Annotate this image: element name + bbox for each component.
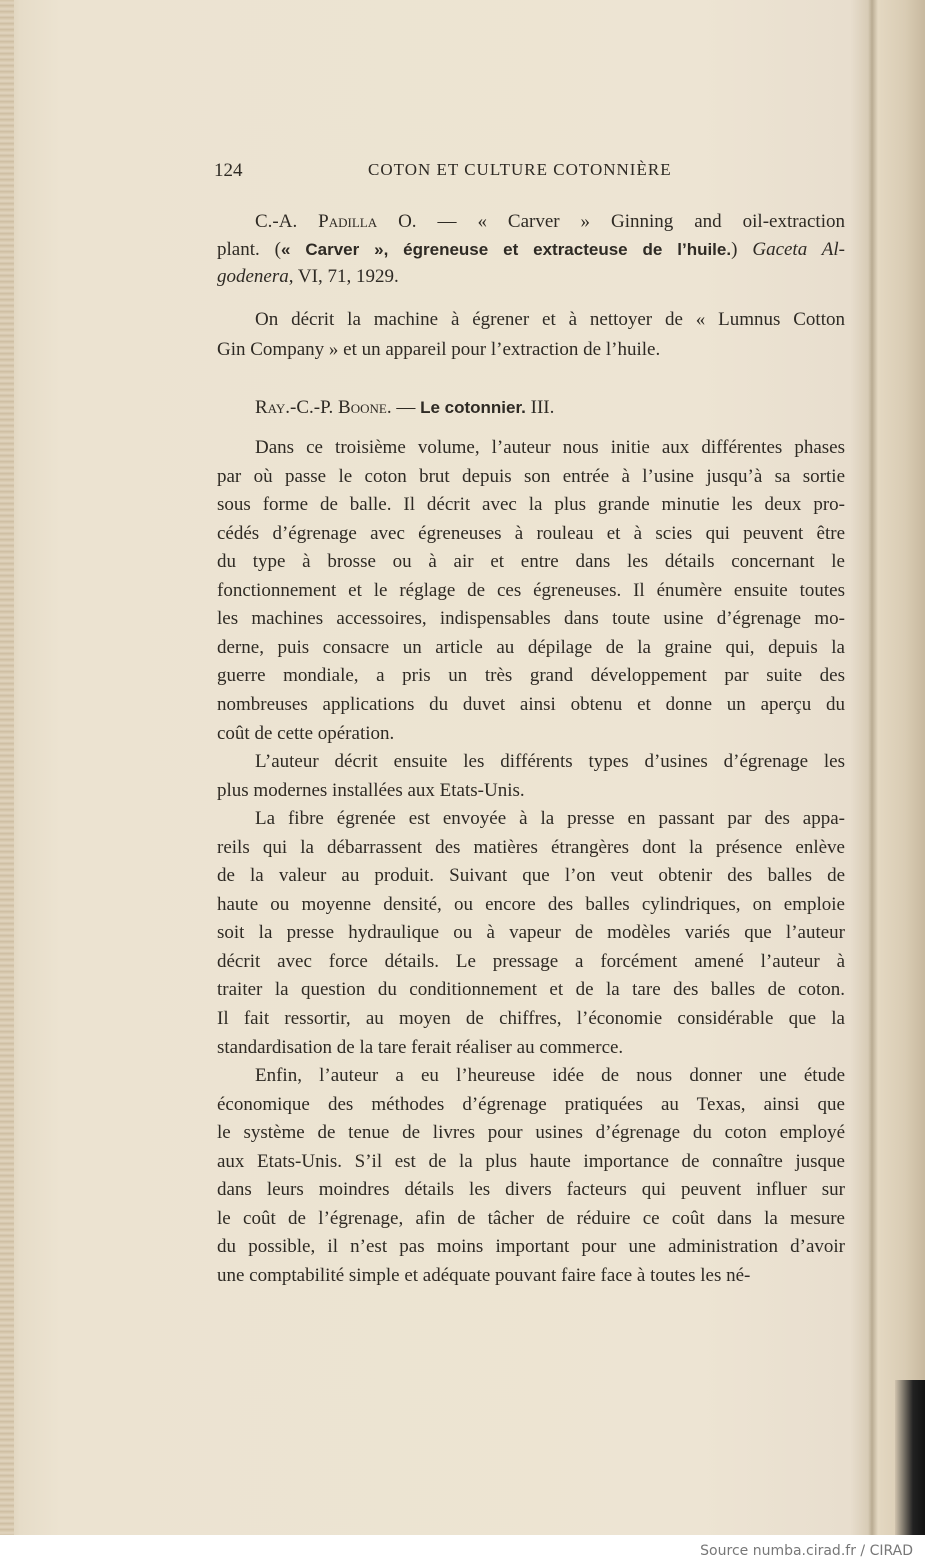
body-line: haute ou moyenne densité, ou encore des balles cylindriques, on emploie	[217, 893, 845, 915]
body-line: standardisation de la tare ferait réaliser au commerce.	[217, 1036, 624, 1058]
body-line: cédés d’égrenage avec égreneuses à rouleau et à scies qui peuvent être	[217, 522, 845, 544]
body-line: dans leurs moindres détails les divers facteurs qui peuvent influer sur	[217, 1179, 845, 1201]
body-line: aux Etats-Unis. S’il est de la plus haute importance de connaître jusque	[217, 1150, 845, 1172]
body-line: L’auteur décrit ensuite les différents types d’usines d’égrenage les	[255, 751, 845, 773]
body-line: reils qui la débarrassent des matières étrangères dont la présence enlève	[217, 836, 845, 858]
source-credit: Source numba.cirad.fr / CIRAD	[700, 1543, 913, 1559]
text: plant. (	[217, 239, 281, 260]
entry1-line3	[217, 265, 845, 289]
body-line: Enfin, l’auteur a eu l’heureuse idée de nous donner une étude	[255, 1065, 845, 1087]
body-line: le coût de l’égrenage, afin de tâcher de réduire ce coût dans la mesure	[217, 1207, 845, 1229]
body-line: par où passe le coton brut depuis son entrée à l’usine jusqu’à sa sortie	[217, 465, 845, 487]
page-number: 124	[214, 160, 243, 181]
body-line: économique des méthodes d’égrenage pratiquées au Texas, ainsi que	[217, 1093, 845, 1115]
entry1-line2	[217, 238, 845, 262]
entry1-author: C.-A. Padilla O.	[255, 211, 417, 232]
body-line: derne, puis consacre un article au dépilage de la graine qui, depuis la	[217, 636, 845, 658]
body-line: plus modernes installées aux Etats-Unis.	[217, 779, 525, 801]
entry1-citation: — « Carver » Ginning and oil-extraction	[416, 211, 845, 232]
body-line: décrit avec force détails. Le pressage a forcément amené l’auteur à	[217, 950, 845, 972]
entry2-heading	[217, 396, 845, 420]
body-line: La fibre égrenée est envoyée à la presse en passant par des appa-	[255, 808, 845, 830]
text: —	[391, 397, 421, 418]
page-edges	[0, 0, 14, 1535]
body-line: soit la presse hydraulique ou à vapeur de modèles variés que l’auteur	[217, 922, 845, 944]
body-line: le système de tenue de livres pour usines d’égrenage du coton employé	[217, 1122, 845, 1144]
body-line: fonctionnement et le réglage de ces égreneuses. Il énumère ensuite toutes	[217, 579, 845, 601]
entry1-journal: Gaceta Al-	[752, 239, 845, 260]
text: )	[731, 239, 753, 260]
running-title: COTON ET CULTURE COTONNIÈRE	[368, 160, 672, 179]
body-line: les machines accessoires, indispensables dans toute usine d’égrenage mo-	[217, 608, 845, 630]
entry1-line1	[217, 210, 845, 234]
body-line: du possible, il n’est pas moins important pour une administration d’avoir	[217, 1236, 845, 1258]
body-line: Dans ce troisième volume, l’auteur nous initie aux différentes phases	[255, 437, 845, 458]
body-line: guerre mondiale, a pris un très grand développement par suite des	[217, 665, 845, 687]
entry2-title: Le cotonnier.	[420, 398, 526, 417]
body-line: de la valeur au produit. Suivant que l’on veut obtenir des balles de	[217, 865, 845, 887]
body-line: une comptabilité simple et adéquate pouvant faire face à toutes les né-	[217, 1264, 751, 1286]
body-line: Il fait ressortir, au moyen de chiffres, l’économie considérable que la	[217, 1008, 845, 1029]
entry2-volume: III.	[525, 397, 555, 418]
entry1-volume: , VI, 71, 1929.	[288, 266, 399, 287]
entry1-summary-line: On décrit la machine à égrener et à nettoyer de « Lumnus Cotton	[255, 309, 845, 330]
entry1-french-title: « Carver », égreneuse et extracteuse de l’huile.	[281, 240, 732, 259]
body-line: sous forme de balle. Il décrit avec la plus grande minutie les deux pro-	[217, 494, 845, 516]
body-line: coût de cette opération.	[217, 722, 395, 744]
body-line: du type à brosse ou à air et entre dans les détails concernant le	[217, 551, 845, 573]
entry1-summary-line: Gin Company » et un appareil pour l’extraction de l’huile.	[217, 339, 661, 360]
entry1-journal-cont: godenera	[217, 266, 289, 287]
book-spine	[895, 1380, 925, 1535]
body-line: nombreuses applications du duvet ainsi obtenu et donne un aperçu du	[217, 693, 845, 715]
entry2-author: Ray.-C.-P. Boone.	[255, 397, 392, 418]
body-line: traiter la question du conditionnement et de la tare des balles de coton.	[217, 979, 845, 1001]
